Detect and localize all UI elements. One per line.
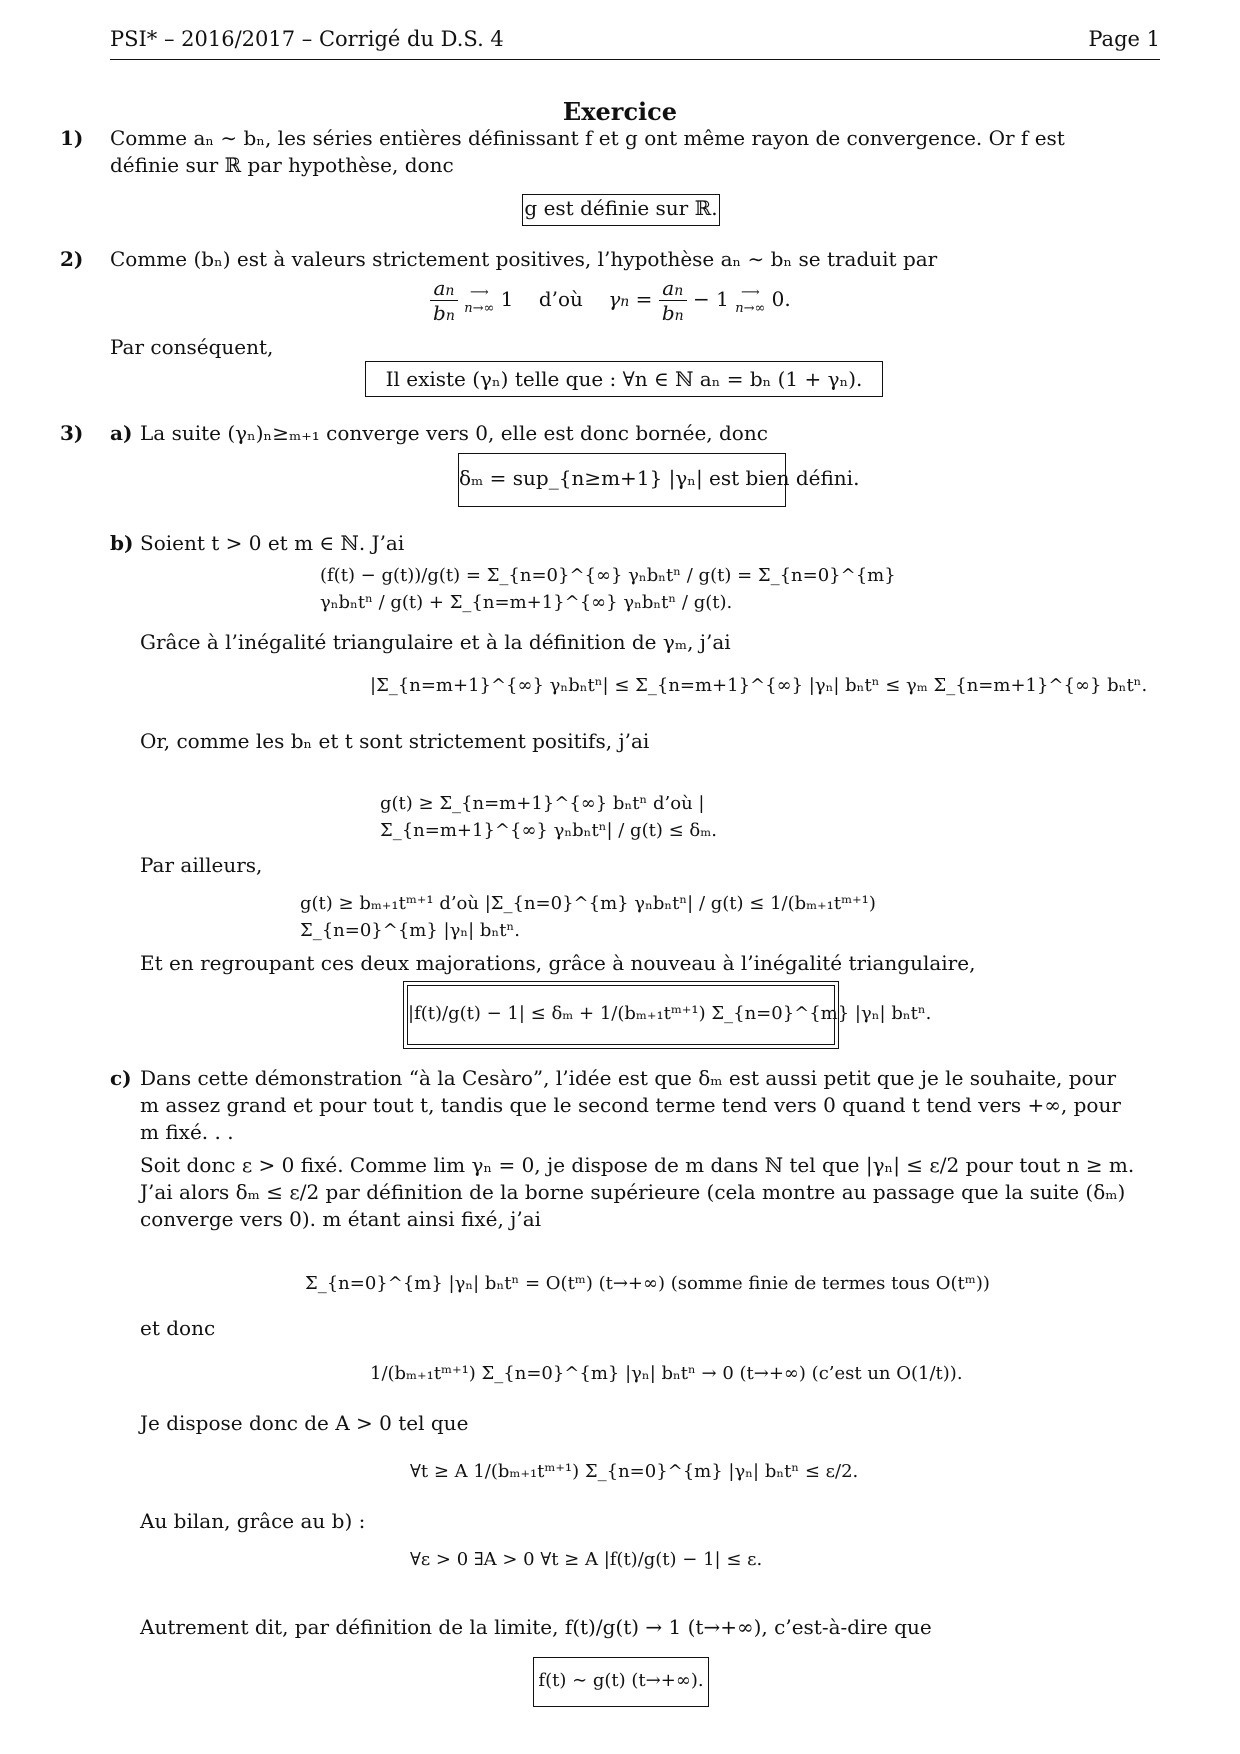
- q1-result-box: g est définie sur ℝ.: [522, 194, 720, 226]
- q3b-text-3: Or, comme les bₙ et t sont strictement positifs, j’ai: [140, 729, 650, 753]
- q1-number: 1): [60, 126, 84, 150]
- q3c-equation-1: Σ_{n=0}^{m} |γₙ| bₙtⁿ = O(tᵐ) (t→+∞) (somme finie de termes tous O(tᵐ)): [305, 1273, 990, 1294]
- q3-number: 3): [60, 421, 84, 445]
- q2-equation: $\frac{an}{bn}$ ⟶ n→∞ 1 d’où γn = $\frac{an}{bn}$ − 1 ⟶ n→∞ 0.: [430, 276, 830, 334]
- q3b-text-5: Et en regroupant ces deux majorations, grâce à nouveau à l’inégalité triangulaire,: [140, 951, 976, 975]
- q3a-text: La suite (γₙ)ₙ≥ₘ₊₁ converge vers 0, elle est donc bornée, donc: [140, 421, 768, 445]
- q3b-equation-1: (f(t) − g(t))/g(t) = Σ_{n=0}^{∞} γₙbₙtⁿ / g(t) = Σ_{n=0}^{m} γₙbₙtⁿ / g(t) + Σ_{n=m+1}^{∞} γₙbₙtⁿ / g(t).: [320, 565, 896, 613]
- page-header: [110, 25, 1160, 60]
- q3b-result-box: |f(t)/g(t) − 1| ≤ δₘ + 1/(bₘ₊₁tᵐ⁺¹) Σ_{n=0}^{m} |γₙ| bₙtⁿ.: [407, 985, 835, 1045]
- q3c-etdonc: et donc: [140, 1316, 216, 1340]
- q3b-text: Soient t > 0 et m ∈ ℕ. J’ai: [140, 531, 405, 555]
- q3c-label: c): [110, 1066, 132, 1090]
- q3c-paragraph-5: Autrement dit, par définition de la limite, f(t)/g(t) → 1 (t→+∞), c’est-à-dire que: [140, 1615, 932, 1639]
- section-title: Exercice: [562, 97, 678, 126]
- q3b-equation-2: |Σ_{n=m+1}^{∞} γₙbₙtⁿ| ≤ Σ_{n=m+1}^{∞} |γₙ| bₙtⁿ ≤ γₘ Σ_{n=m+1}^{∞} bₙtⁿ.: [370, 675, 1148, 696]
- q1-text: Comme aₙ ∼ bₙ, les séries entières définissant f et g ont même rayon de convergence. Or f est définie sur ℝ par hypothèse, donc: [110, 126, 1065, 177]
- q3c-paragraph-3: Je dispose donc de A > 0 tel que: [140, 1411, 469, 1435]
- q2-text: Comme (bₙ) est à valeurs strictement positives, l’hypothèse aₙ ∼ bₙ se traduit par: [110, 247, 938, 271]
- q3c-paragraph-2: Soit donc ε > 0 fixé. Comme lim γₙ = 0, je dispose de m dans ℕ tel que |γₙ| ≤ ε/2 pour tout n ≥ m. J’ai alors δₘ ≤ ε/2 par définition de la borne supérieure (cela montre au passage que la suite (δₘ) converge vers 0). m étant ainsi fixé, j’ai: [140, 1153, 1135, 1231]
- q3a-label: a): [110, 421, 133, 445]
- q3a-result-box: δₘ = sup_{n≥m+1} |γₙ| est bien défini.: [458, 453, 786, 507]
- q3c-result-box: f(t) ∼ g(t) (t→+∞).: [533, 1657, 709, 1707]
- q2-number: 2): [60, 247, 84, 271]
- q3b-equation-4: g(t) ≥ bₘ₊₁tᵐ⁺¹ d’où |Σ_{n=0}^{m} γₙbₙtⁿ| / g(t) ≤ 1/(bₘ₊₁tᵐ⁺¹) Σ_{n=0}^{m} |γₙ| bₙtⁿ.: [300, 893, 876, 941]
- q2-conseq: Par conséquent,: [110, 335, 274, 359]
- q3c-equation-3: ∀t ≥ A 1/(bₘ₊₁tᵐ⁺¹) Σ_{n=0}^{m} |γₙ| bₙtⁿ ≤ ε/2.: [410, 1461, 859, 1482]
- q3b-text-4: Par ailleurs,: [140, 853, 263, 877]
- q3b-text-2: Grâce à l’inégalité triangulaire et à la définition de γₘ, j’ai: [140, 630, 731, 654]
- q3c-paragraph-1: Dans cette démonstration “à la Cesàro”, l’idée est que δₘ est aussi petit que je le souhaite, pour m assez grand et pour tout t, tandis que le second terme tend vers 0 quand t tend vers +∞, pour m fixé. . .: [140, 1066, 1121, 1144]
- header-title: PSI* – 2016/2017 – Corrigé du D.S. 4: [110, 27, 504, 51]
- q3c-equation-4: ∀ε > 0 ∃A > 0 ∀t ≥ A |f(t)/g(t) − 1| ≤ ε.: [410, 1549, 763, 1570]
- q3c-paragraph-4: Au bilan, grâce au b) :: [140, 1509, 366, 1533]
- q2-result-box: Il existe (γₙ) telle que : ∀n ∈ ℕ aₙ = bₙ (1 + γₙ).: [365, 361, 883, 397]
- q3b-equation-3: g(t) ≥ Σ_{n=m+1}^{∞} bₙtⁿ d’où |Σ_{n=m+1}^{∞} γₙbₙtⁿ| / g(t) ≤ δₘ.: [380, 793, 717, 841]
- q3b-label: b): [110, 531, 134, 555]
- page-number: Page 1: [1088, 27, 1160, 51]
- q3c-equation-2: 1/(bₘ₊₁tᵐ⁺¹) Σ_{n=0}^{m} |γₙ| bₙtⁿ → 0 (t→+∞) (c’est un O(1/t)).: [370, 1363, 963, 1384]
